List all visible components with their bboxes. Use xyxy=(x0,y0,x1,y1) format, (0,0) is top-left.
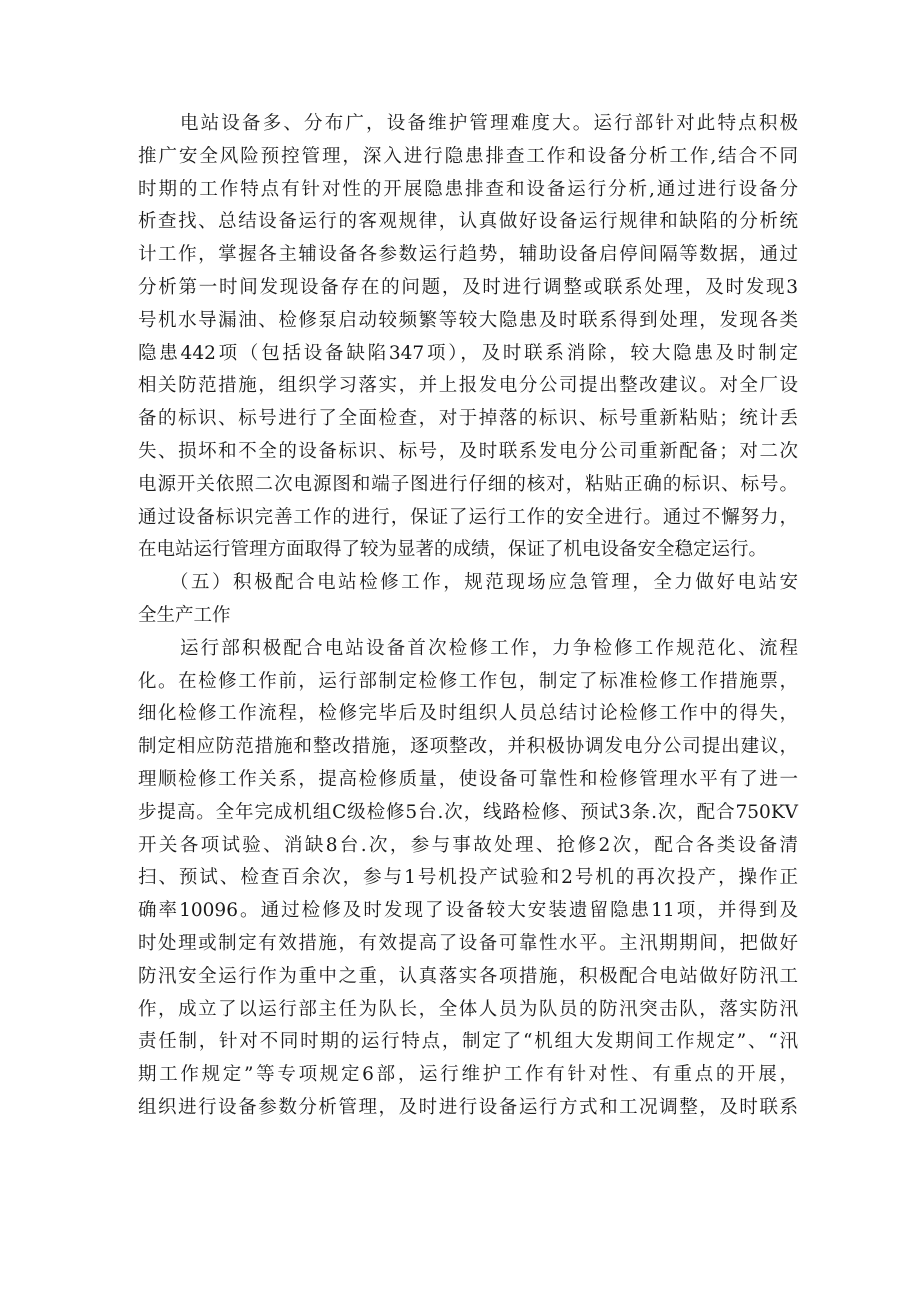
text-line: 组织进行设备参数分析管理，及时进行设备运行方式和工况调整，及时联系 xyxy=(138,1096,798,1118)
text-line: 电站设备多、分布广，设备维护管理难度大。运行部针对此特点积极 xyxy=(180,113,798,134)
text-line: 号机水导漏油、检修泵启动较频繁等较大隐患及时联系得到处理，发现各类 xyxy=(138,309,798,331)
text-line: 制定相应防范措施和整改措施，逐项整改，并积极协调发电分公司提出建议， xyxy=(138,736,798,758)
heading-line: （五）积极配合电站检修工作，规范现场应急管理，全力做好电站安 xyxy=(170,572,798,594)
text-line: 期工作规定”等专项规定6部，运行维护工作有针对性、有重点的开展， xyxy=(138,1064,798,1086)
document-body xyxy=(138,108,798,1125)
text-line: 理顺检修工作关系，提高检修质量，使设备可靠性和检修管理水平有了进一 xyxy=(138,768,798,790)
paragraph-maintenance-cooperation xyxy=(138,633,798,1125)
text-line: 计工作，掌握各主辅设备各参数运行趋势，辅助设备启停间隔等数据，通过 xyxy=(138,244,798,266)
text-line: 分析第一时间发现设备存在的问题，及时进行调整或联系处理，及时发现3 xyxy=(138,276,798,298)
text-line: 推广安全风险预控管理，深入进行隐患排查工作和设备分析工作,结合不同 xyxy=(138,145,798,167)
text-line: 扫、预试、检查百余次，参与1号机投产试验和2号机的再次投产，操作正 xyxy=(138,867,798,889)
text-line: 在电站运行管理方面取得了较为显著的成绩，保证了机电设备安全稳定运行。 xyxy=(138,539,768,561)
text-line: 通过设备标识完善工作的进行，保证了运行工作的安全进行。通过不懈努力， xyxy=(138,506,798,528)
text-line: 电源开关依照二次电源图和端子图进行仔细的核对，粘贴正确的标识、标号。 xyxy=(138,473,798,495)
text-line: 确率10096。通过检修及时发现了设备较大安装遗留隐患11项，并得到及 xyxy=(138,900,798,922)
text-line: 失、损坏和不全的设备标识、标号，及时联系发电分公司重新配备；对二次 xyxy=(138,440,798,462)
text-line: 防汛安全运行作为重中之重，认真落实各项措施，积极配合电站做好防汛工 xyxy=(138,965,798,987)
text-line: 开关各项试验、消缺8台.次，参与事故处理、抢修2次，配合各类设备清 xyxy=(138,834,798,856)
text-line: 责任制，针对不同时期的运行特点，制定了“机组大发期间工作规定”、“汛 xyxy=(138,1031,798,1053)
text-line: 析查找、总结设备运行的客观规律，认真做好设备运行规律和缺陷的分析统 xyxy=(138,211,798,233)
text-line: 时处理或制定有效措施，有效提高了设备可靠性水平。主汛期期间，把做好 xyxy=(138,932,798,954)
text-line: 相关防范措施，组织学习落实，并上报发电分公司提出整改建议。对全厂设 xyxy=(138,375,798,397)
heading-line: 全生产工作 xyxy=(138,604,231,626)
text-line: 备的标识、标号进行了全面检查，对于掉落的标识、标号重新粘贴；统计丢 xyxy=(138,408,798,430)
text-line: 作，成立了以运行部主任为队长，全体人员为队员的防汛突击队，落实防汛 xyxy=(138,998,798,1020)
text-line: 隐患442项（包括设备缺陷347项），及时联系消除，较大隐患及时制定 xyxy=(138,342,798,364)
section-heading-5 xyxy=(138,567,798,633)
paragraph-equipment-maintenance xyxy=(138,108,798,567)
text-line: 化。在检修工作前，运行部制定检修工作包，制定了标准检修工作措施票， xyxy=(138,670,798,692)
text-line: 运行部积极配合电站设备首次检修工作，力争检修工作规范化、流程 xyxy=(180,637,798,659)
text-line: 细化检修工作流程，检修完毕后及时组织人员总结讨论检修工作中的得失， xyxy=(138,703,798,725)
text-line: 步提高。全年完成机组C级检修5台.次，线路检修、预试3条.次，配合750KV xyxy=(138,801,798,823)
text-line: 时期的工作特点有针对性的开展隐患排查和设备运行分析,通过进行设备分 xyxy=(138,178,798,200)
